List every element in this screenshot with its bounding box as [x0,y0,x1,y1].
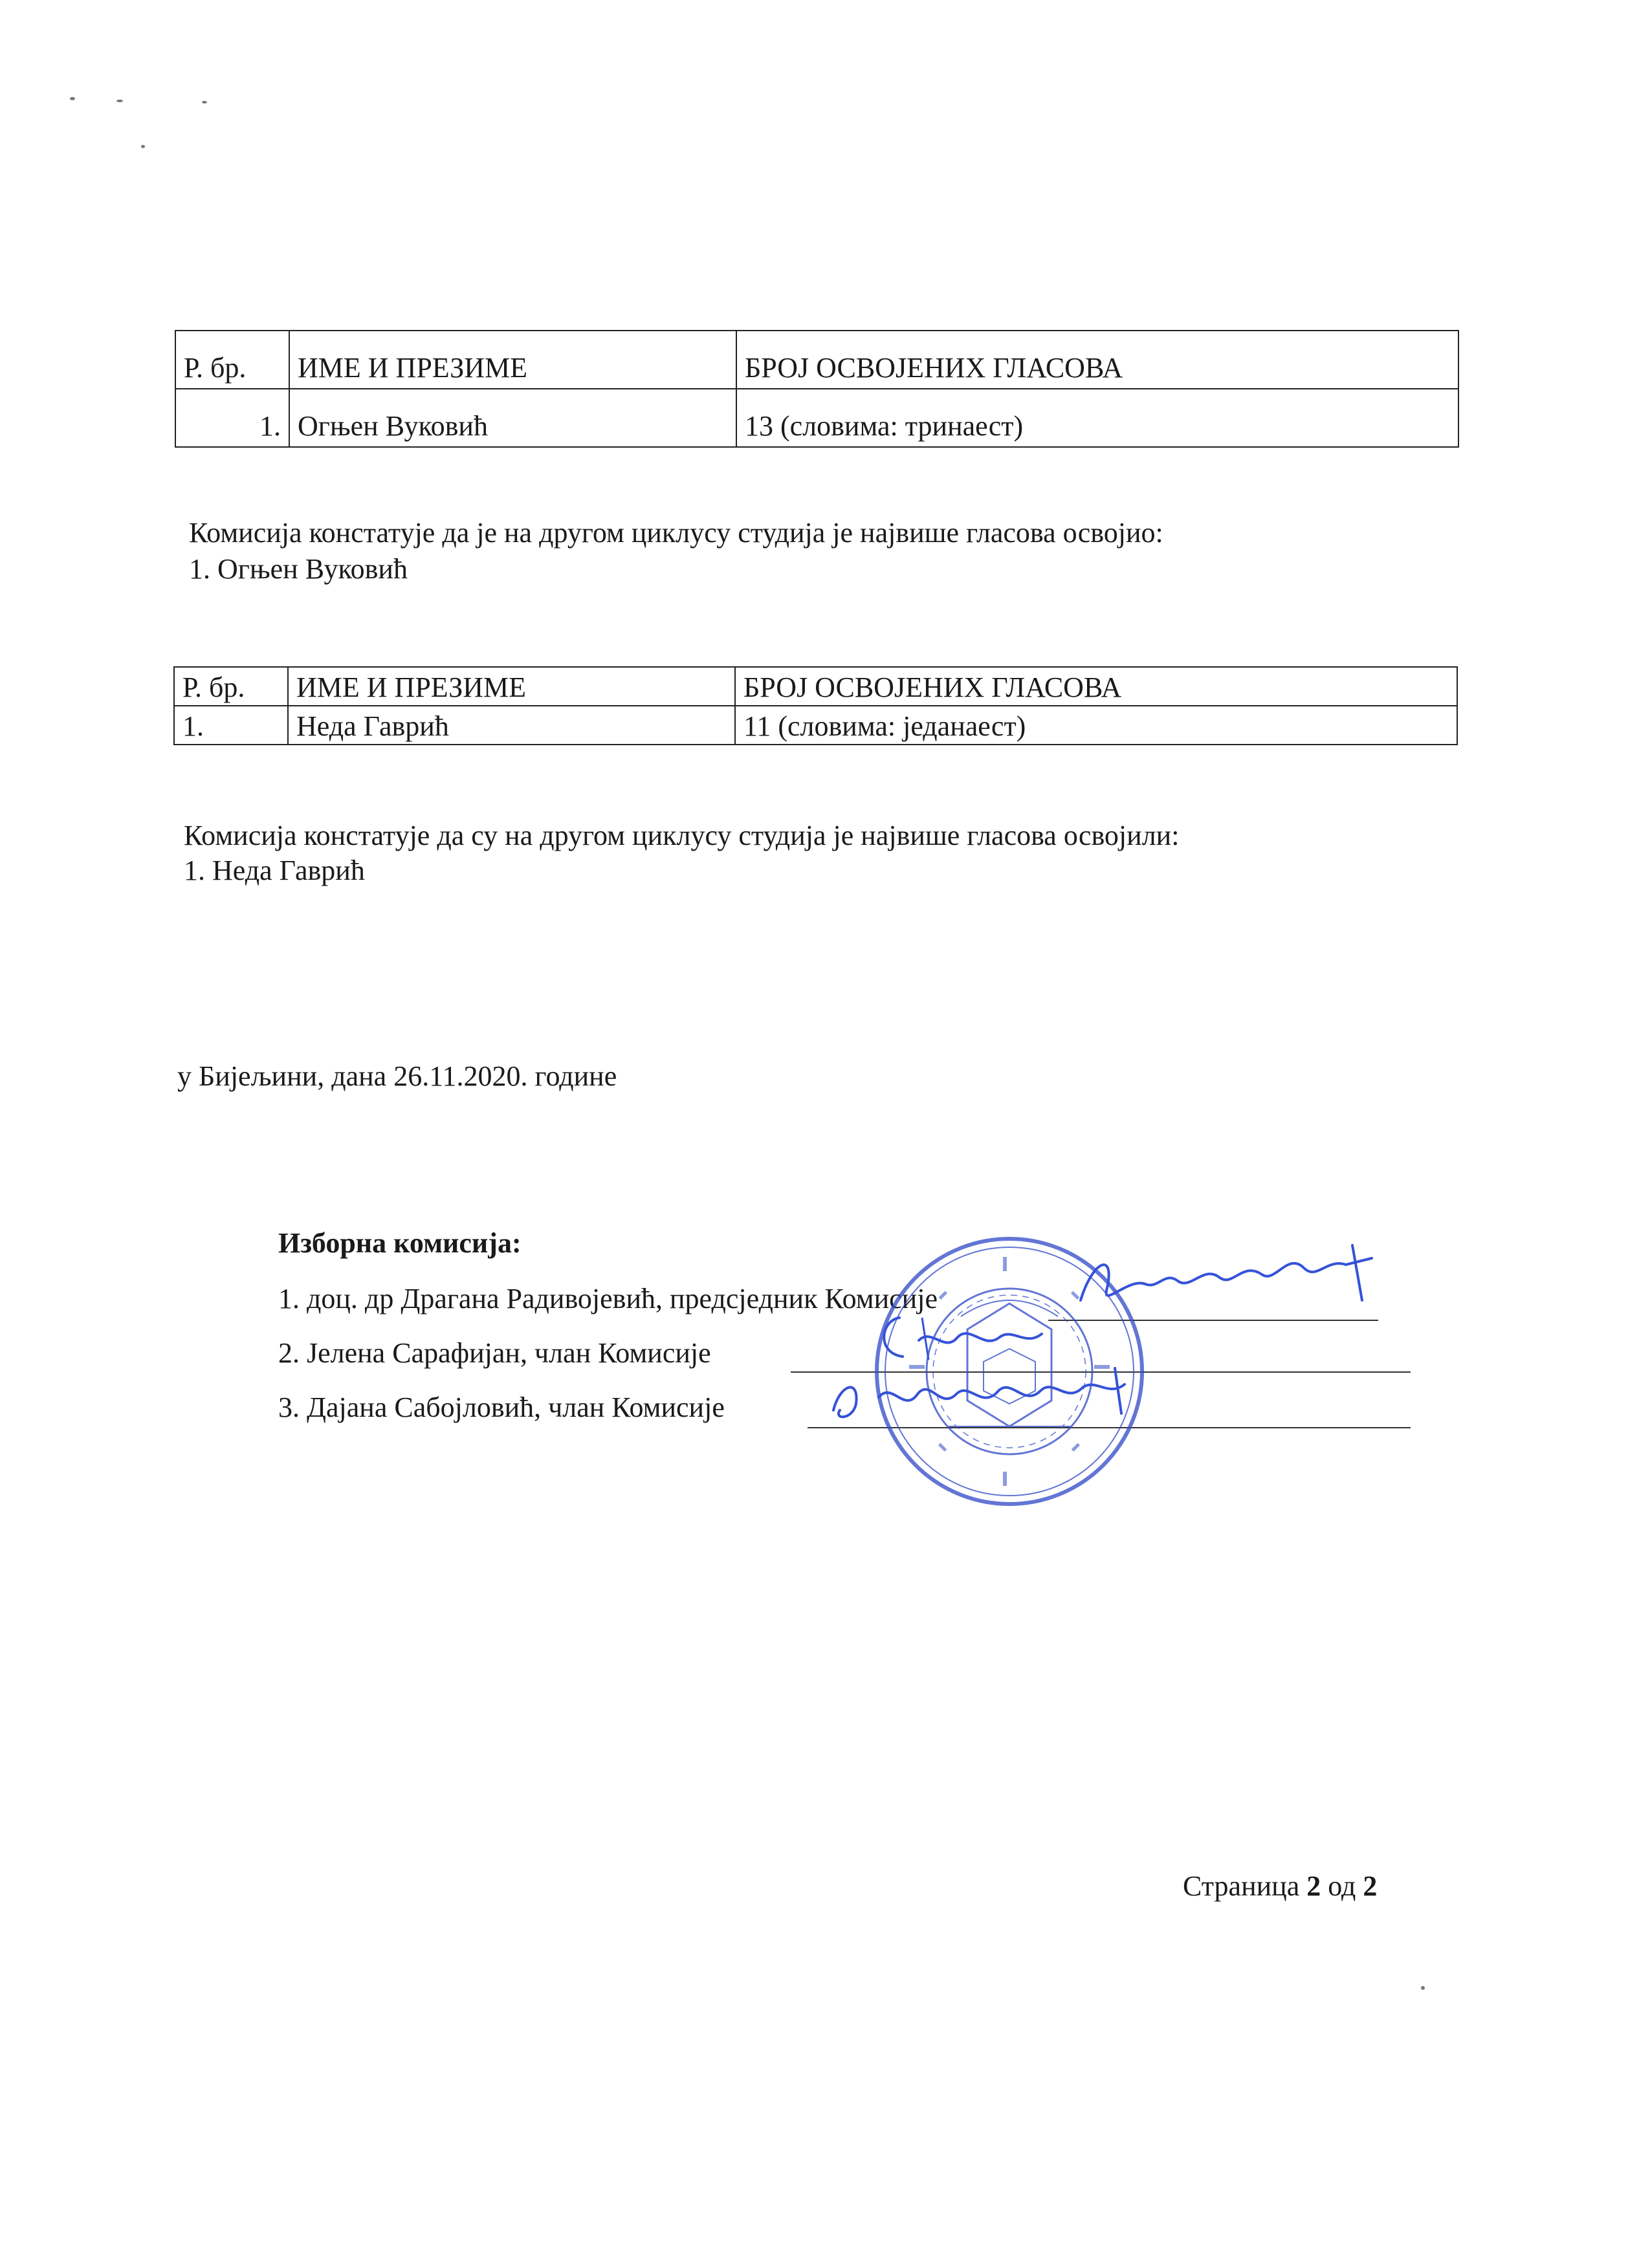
statement-2-winner: 1. Неда Гаврић [184,855,365,886]
cell-name: Огњен Вуковић [289,389,736,447]
votes-table-1 [175,330,1459,448]
signature-1 [1068,1239,1385,1323]
scan-speck [202,101,207,104]
scan-speck [1421,1986,1425,1990]
page-footer [1183,1871,1377,1902]
cell-votes: 11 (словима: једанаест) [735,706,1457,745]
cell-votes: 13 (словима: тринаест) [736,389,1458,447]
place-and-date: у Бијељини, дана 26.11.2020. године [177,1060,617,1092]
footer-page-number: 2 [1306,1870,1321,1902]
commission-member-2: 2. Јелена Сарафијан, члан Комисије [278,1337,711,1369]
footer-of: од [1328,1870,1356,1902]
table-header-row [174,667,1457,706]
col-header-number: Р. бр. [175,331,289,389]
col-header-number: Р. бр. [174,667,288,706]
commission-member-1: 1. доц. др Драгана Радивојевић, предсједник Комисије [278,1283,938,1314]
statement-1-line: Комисија констатује да је на другом циклусу студија је највише гласова освојио: [189,517,1163,549]
col-header-name: ИМЕ И ПРЕЗИМЕ [288,667,735,706]
col-header-votes: БРОЈ ОСВОЈЕНИХ ГЛАСОВА [735,667,1457,706]
cell-number: 1. [174,706,288,745]
table-row [175,389,1458,447]
table-row [174,706,1457,745]
statement-2-line: Комисија констатује да су на другом циклусу студија је највише гласова освојили: [184,820,1180,851]
cell-name: Неда Гаврић [288,706,735,745]
commission-member-3: 3. Дајана Сабојловић, члан Комисије [278,1391,725,1423]
commission-title: Изборна комисија: [278,1227,522,1259]
table-header-row [175,331,1458,389]
statement-1-winner: 1. Огњен Вуковић [189,553,408,585]
scan-speck [116,100,123,102]
cell-number: 1. [175,389,289,447]
scan-speck [141,145,145,148]
col-header-votes: БРОЈ ОСВОЈЕНИХ ГЛАСОВА [736,331,1458,389]
col-header-name: ИМЕ И ПРЕЗИМЕ [289,331,736,389]
signature-3 [820,1358,1144,1430]
scan-speck [70,97,75,100]
footer-label: Страница [1183,1870,1300,1902]
votes-table-2 [173,666,1458,745]
footer-page-total: 2 [1363,1870,1378,1902]
